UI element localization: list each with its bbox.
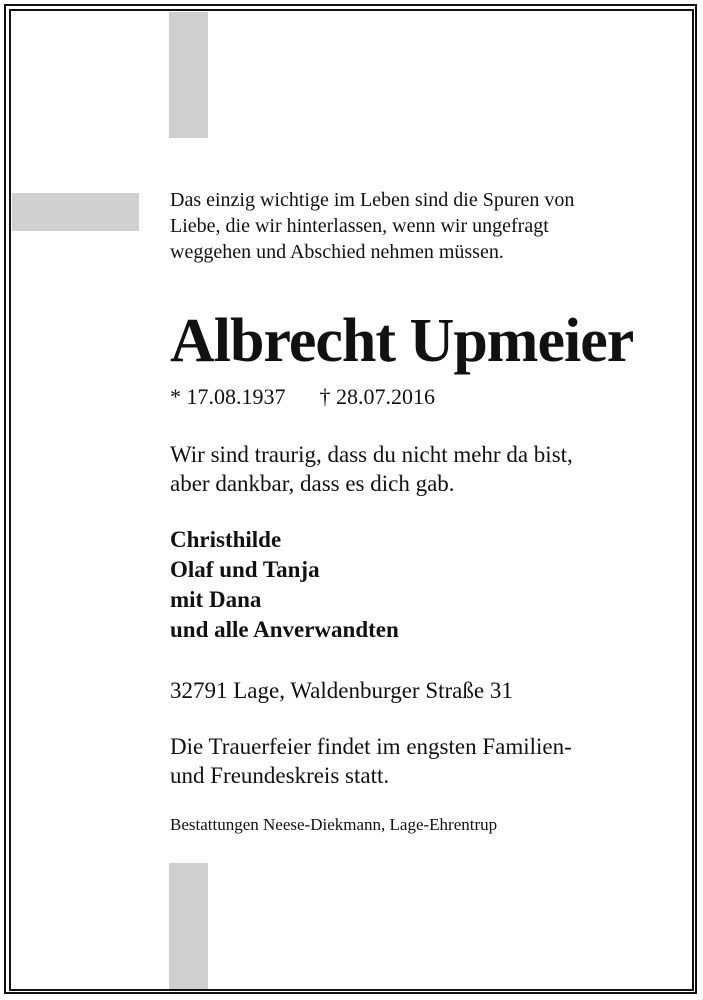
undertaker-credit: Bestattungen Neese-Diekmann, Lage-Ehrentrup [170,815,498,834]
cross-left-bar [12,193,139,231]
funeral-notice [170,732,572,790]
deceased-name: Albrecht Upmeier [170,307,634,375]
saying-line: aber dankbar, dass es dich gab. [170,471,455,496]
family-member: Christhilde [170,527,282,552]
family-address: 32791 Lage, Waldenburger Straße 31 [170,678,513,703]
life-dates [170,383,435,411]
quote-line: Liebe, die wir hinterlassen, wenn wir ungefragt [170,215,549,237]
inner-border [9,9,694,991]
quote-line: Das einzig wichtige im Leben sind die Spuren von [170,189,575,211]
death-date: † 28.07.2016 [319,384,435,409]
funeral-line: Die Trauerfeier findet im engsten Familien- [170,734,572,759]
saying-line: Wir sind traurig, dass du nicht mehr da bist, [170,442,573,467]
memorial-quote [170,187,574,265]
bereaved-family [170,525,399,645]
funeral-line: und Freundeskreis statt. [170,763,390,788]
family-member: und alle Anverwandten [170,617,399,642]
quote-line: weggehen und Abschied nehmen müssen. [170,241,504,263]
cross-bottom-bar [169,863,208,989]
family-member: mit Dana [170,587,262,612]
family-member: Olaf und Tanja [170,557,320,582]
mourning-saying [170,440,573,498]
cross-top-bar [169,12,208,138]
birth-date: * 17.08.1937 [170,384,286,409]
